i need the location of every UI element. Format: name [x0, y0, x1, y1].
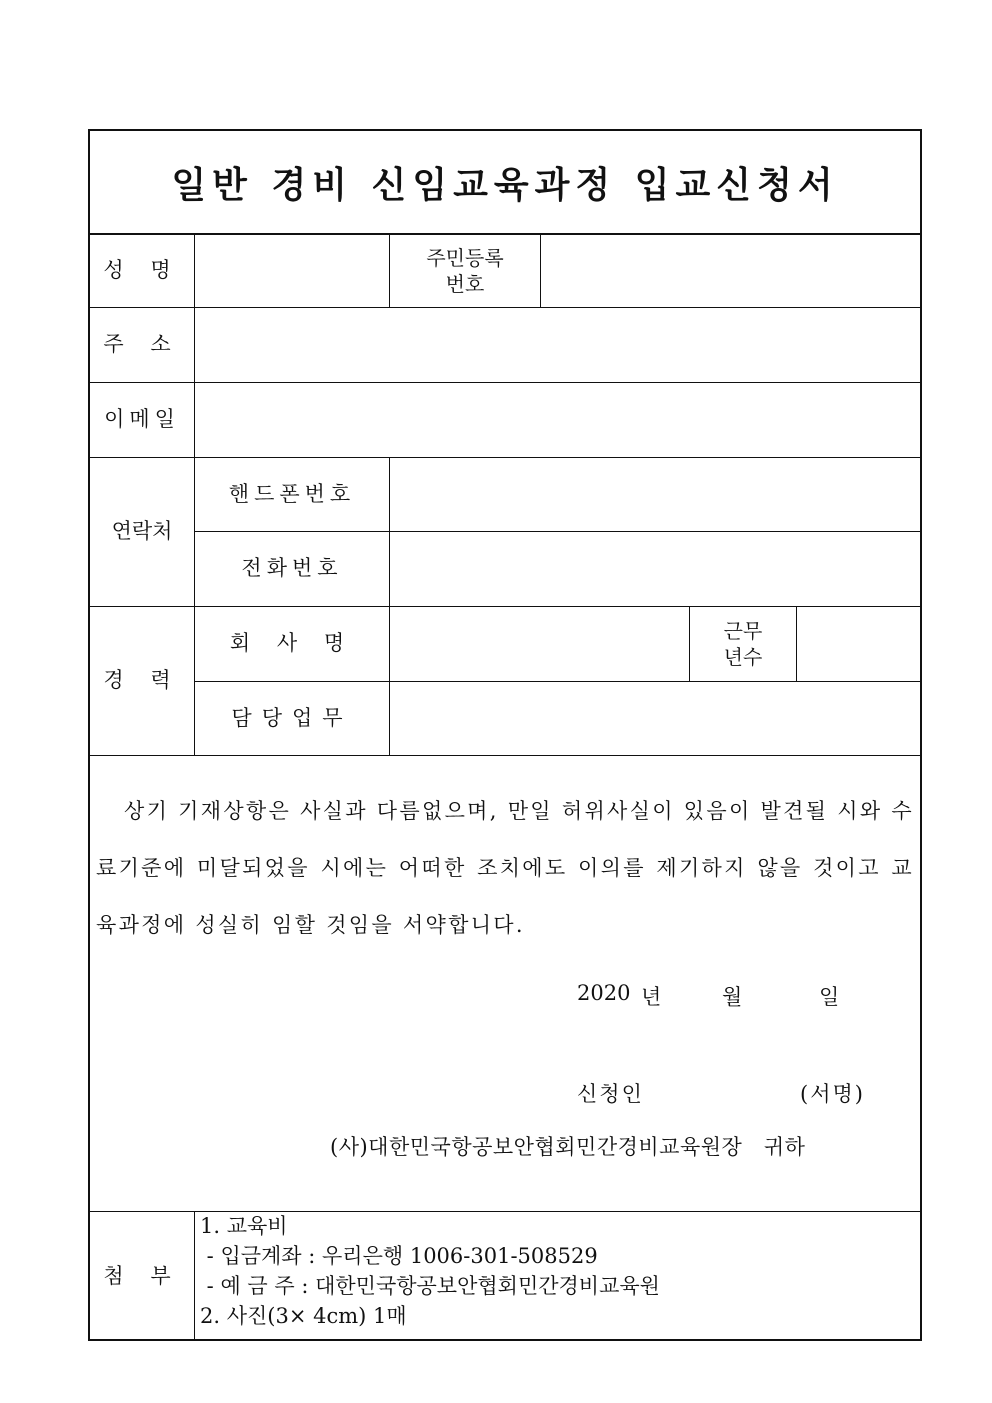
applicant-label: 신청인 — [577, 1082, 644, 1106]
company-field[interactable] — [390, 607, 689, 681]
career-label: 경 력 — [103, 668, 181, 692]
resident-number-field[interactable] — [541, 234, 920, 307]
date-month-unit: 월 — [722, 985, 743, 1009]
attachment-item: - 예 금 주 : 대한민국항공보안협회민간경비교육원 — [200, 1274, 660, 1298]
date-day-unit: 일 — [819, 985, 840, 1009]
email-label: 이메일 — [104, 407, 180, 431]
attachment-item: 2. 사진(3× 4cm) 1매 — [200, 1304, 407, 1328]
duty-label: 담당업무 — [231, 705, 353, 730]
attachment-item: 1. 교육비 — [200, 1214, 288, 1238]
mobile-field[interactable] — [390, 458, 920, 531]
form-title: 일반 경비 신임교육과정 입교신청서 — [171, 163, 839, 206]
attachment-item: - 입금계좌 : 우리은행 1006-301-508529 — [200, 1244, 598, 1268]
mobile-label: 핸드폰번호 — [228, 481, 356, 506]
work-years-field[interactable] — [797, 607, 920, 681]
attachment-label: 첨 부 — [103, 1263, 181, 1288]
work-years-label-line2: 년수 — [723, 645, 763, 669]
name-field[interactable] — [195, 234, 389, 307]
signature-placeholder: (서명) — [800, 1082, 865, 1106]
email-field[interactable] — [195, 383, 920, 457]
phone-label: 전화번호 — [241, 556, 343, 580]
contact-label: 연락처 — [111, 519, 173, 543]
resident-number-label — [390, 234, 540, 307]
resident-number-label-line2: 번호 — [445, 271, 485, 296]
duty-field[interactable] — [390, 682, 920, 755]
work-years-label — [690, 607, 796, 681]
date-year-unit: 년 — [641, 985, 662, 1009]
date-year: 2020 — [577, 981, 631, 1005]
name-label: 성 명 — [103, 257, 181, 282]
application-form — [88, 129, 922, 1341]
company-label: 회 사 명 — [229, 631, 355, 655]
recipient-text: (사)대한민국항공보안협회민간경비교육원장 귀하 — [330, 1135, 806, 1159]
row-divider — [90, 755, 920, 756]
column-divider — [194, 1211, 195, 1341]
phone-field[interactable] — [390, 532, 920, 606]
attachment-list — [200, 1211, 920, 1331]
address-label: 주 소 — [103, 332, 181, 356]
resident-number-label-line1: 주민등록 — [426, 245, 504, 270]
address-field[interactable] — [195, 308, 920, 382]
work-years-label-line1: 근무 — [723, 619, 763, 643]
pledge-text: 상기 기재상항은 사실과 다름없으며, 만일 허위사실이 있음이 발견될 시와 수료기준에 미달되었을 시에는 어떠한 조치에도 이의를 제기하지 않을 것이고 교육과정에 성실히 임할 것임을 서약합니다. — [96, 799, 914, 937]
